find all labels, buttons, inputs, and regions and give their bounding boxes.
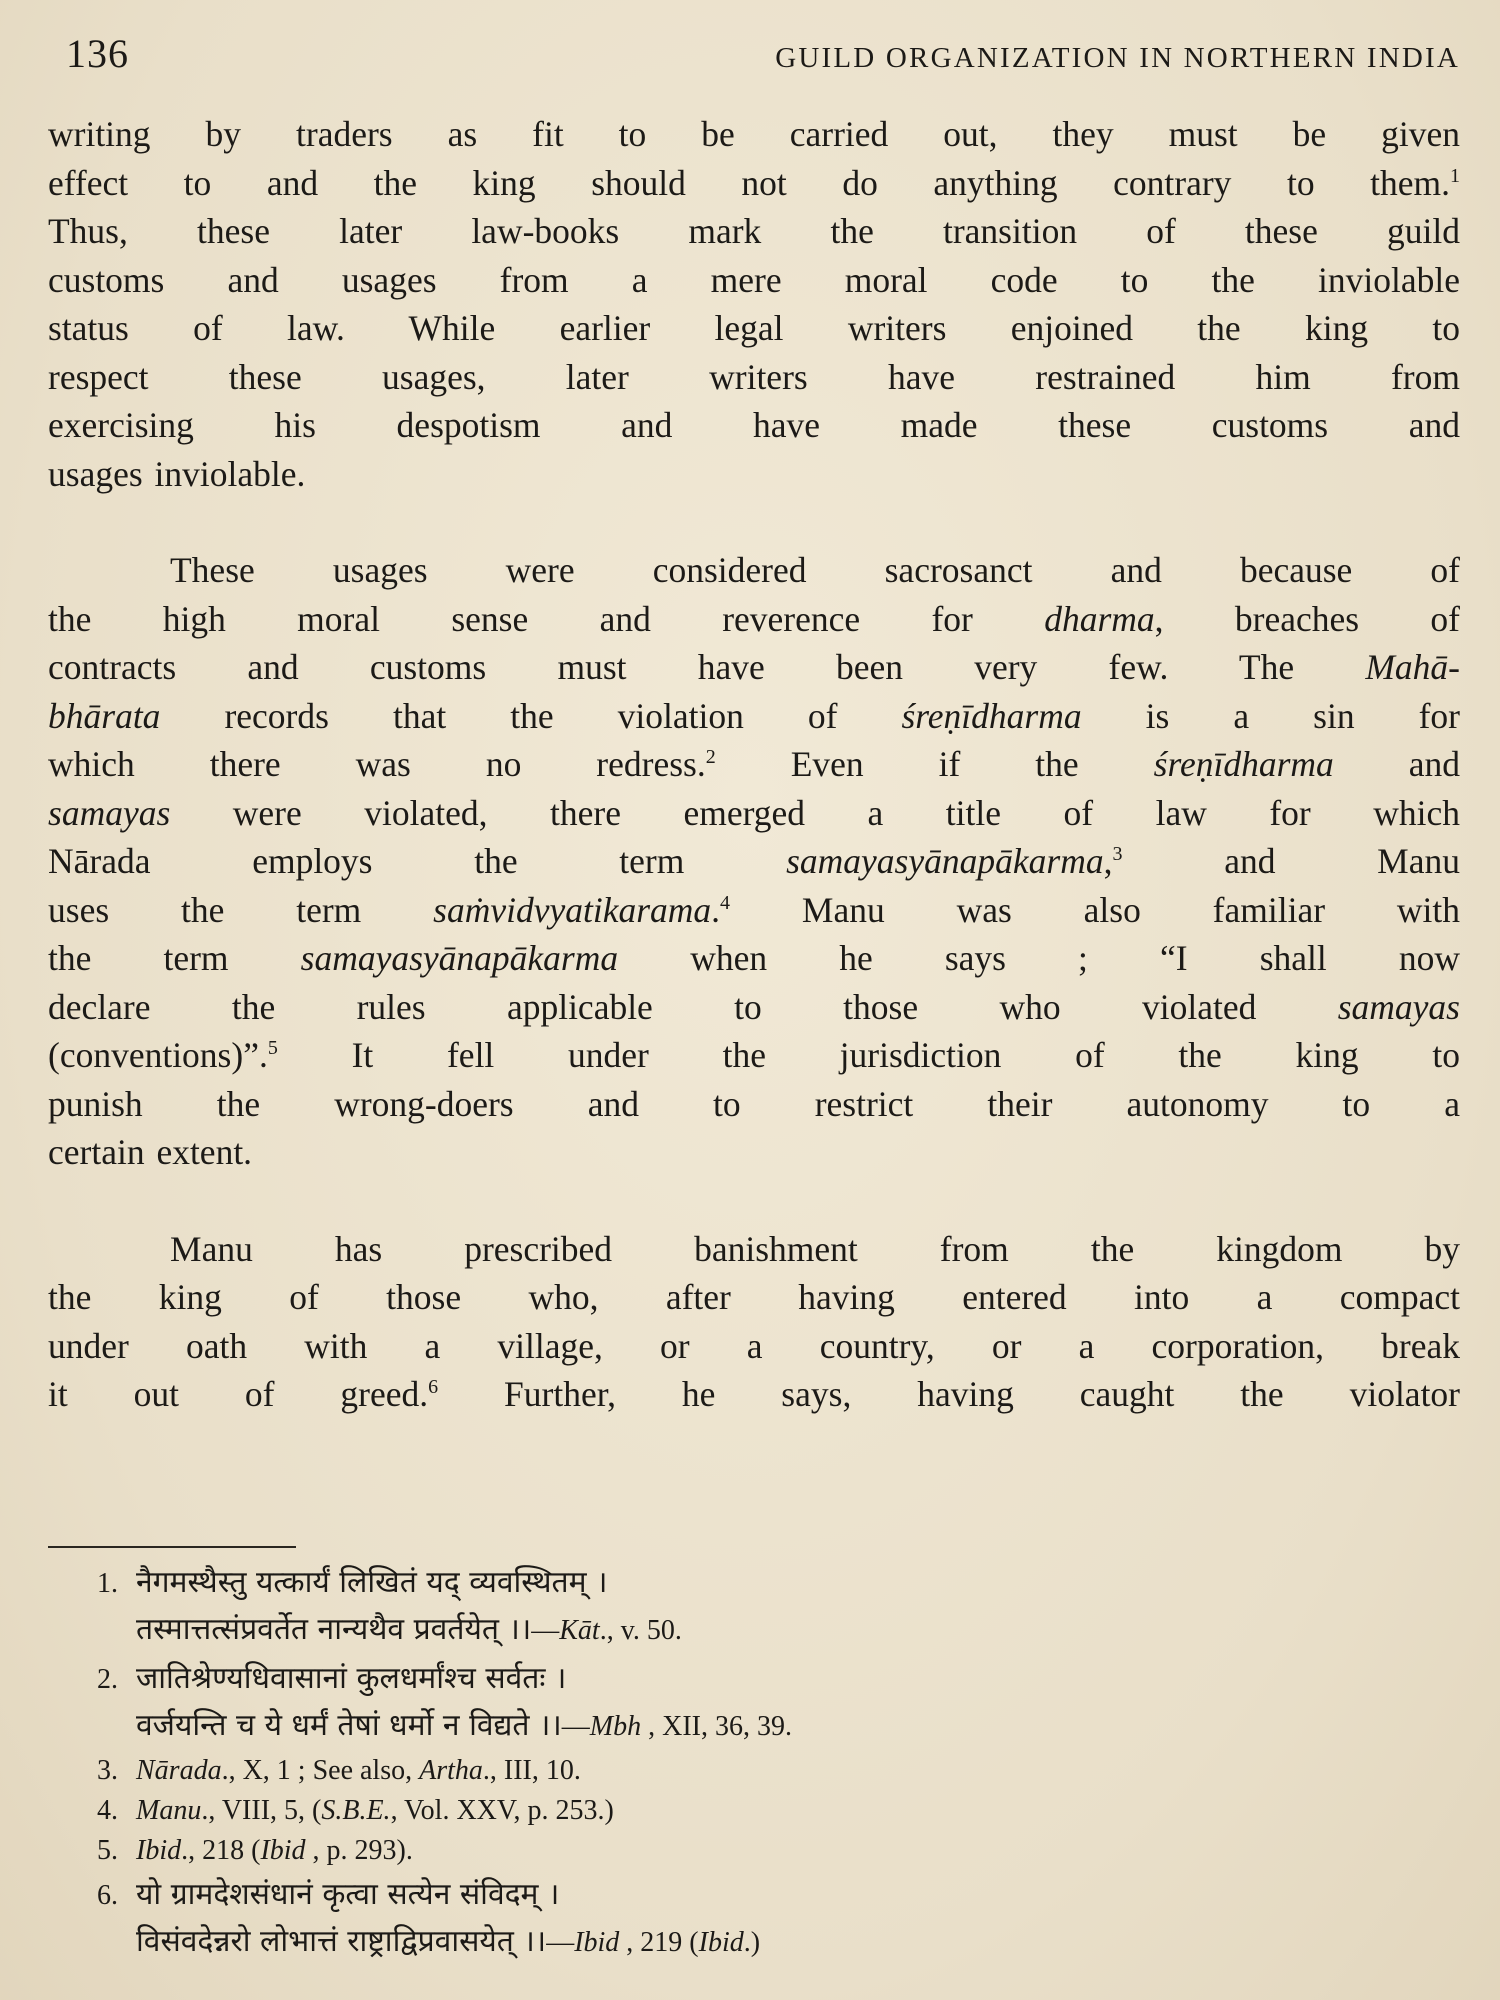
- text-line: [48, 789, 1460, 838]
- footnote-body: [136, 1656, 1460, 1750]
- text-run: It fell under the jurisdiction of the king to: [277, 1035, 1460, 1075]
- text-run: Further, he says, having caught the violator: [438, 1374, 1460, 1414]
- text-run: when he says ; “I shall now: [618, 938, 1460, 978]
- footnote-line: [136, 1752, 1460, 1790]
- text-line: [48, 450, 1460, 499]
- sanskrit-verse: यो ग्रामदेशसंधानं कृत्वा सत्येन संविदम् ।: [136, 1877, 560, 1912]
- footnote: [48, 1792, 1460, 1830]
- text-run: These usages were considered sacrosanct and because of: [170, 550, 1460, 590]
- italic-term: Mbh: [589, 1711, 642, 1742]
- footnote-line: [136, 1656, 1460, 1703]
- footnote-ref: 6: [428, 1376, 439, 1399]
- italic-term: dharma: [1044, 598, 1155, 639]
- sanskrit-verse: नैगमस्थैस्तु यत्कार्यं लिखितं यद् व्यवस्थितम् ।: [136, 1565, 608, 1600]
- italic-term: samayas: [48, 792, 171, 833]
- text-line: [48, 546, 1460, 595]
- footnote: [48, 1560, 1460, 1654]
- italic-term: Nārada: [136, 1755, 222, 1786]
- text-run: ., 218 (: [181, 1835, 261, 1866]
- text-run: the king of those who, after having entered into a compact: [48, 1277, 1460, 1317]
- sanskrit-verse: जातिश्रेण्यधिवासानां कुलधर्मांश्च सर्वतः ।: [136, 1661, 567, 1696]
- text-run: Manu has prescribed banishment from the kingdom by: [170, 1228, 1460, 1269]
- text-run: —: [546, 1927, 575, 1958]
- running-head: [48, 30, 1460, 90]
- footnote-line: [136, 1832, 1460, 1870]
- italic-term: Ibid: [136, 1835, 182, 1866]
- footnote-body: [136, 1832, 1460, 1870]
- footnote-ref: 2: [705, 746, 716, 769]
- text-run: it out of greed.: [48, 1374, 429, 1414]
- text-run: contracts and customs must have been very few. The: [48, 647, 1366, 687]
- footnote: [48, 1752, 1460, 1790]
- text-run: , p. 293).: [305, 1835, 413, 1866]
- italic-term: samayasyānapākarma: [786, 841, 1104, 881]
- footnote-number: 2.: [97, 1664, 118, 1695]
- italic-term: Artha: [419, 1755, 483, 1786]
- text-line: [48, 1225, 1460, 1274]
- footnote-body: [136, 1752, 1460, 1790]
- text-line: [48, 256, 1460, 305]
- text-run: usages inviolable.: [48, 453, 306, 494]
- footnote-line: [136, 1919, 1460, 1966]
- text-line: [48, 401, 1460, 450]
- text-line: [48, 353, 1460, 402]
- text-run: which there was no redress.: [48, 744, 706, 784]
- text-run: ., v. 50.: [599, 1615, 682, 1646]
- text-run: the high moral sense and reverence for: [48, 598, 1045, 639]
- sanskrit-verse: तस्मात्तत्संप्रवर्तेत नान्यथैव प्रवर्तयेत् ।।: [136, 1612, 532, 1647]
- paragraph: [48, 546, 1460, 1177]
- italic-term: Ibid: [698, 1927, 744, 1958]
- sanskrit-verse: वर्जयन्ति च ये धर्मं तेषां धर्मो न विद्यते ।।: [136, 1708, 562, 1743]
- text-run: punish the wrong-doers and to restrict their autonomy to a: [48, 1083, 1460, 1124]
- text-run: .: [711, 889, 721, 930]
- text-run: effect to and the king should not do anything contrary to them.: [48, 162, 1450, 203]
- text-run: ., VIII, 5, (: [201, 1795, 322, 1826]
- text-line: [48, 692, 1460, 741]
- footnote-number: 5.: [97, 1835, 118, 1866]
- footnote-ref: 5: [267, 1037, 278, 1060]
- text-run: , XII, 36, 39.: [641, 1711, 792, 1742]
- text-run: Manu was also familiar with: [730, 889, 1461, 930]
- text-line: [48, 740, 1460, 789]
- text-run: Thus, these later law-books mark the transition of these guild: [48, 211, 1460, 251]
- text-run: Nārada employs the term: [48, 841, 787, 881]
- book-page: [48, 30, 1460, 1980]
- text-run: under oath with a village, or a country, or a corporation, break: [48, 1325, 1460, 1366]
- footnote-number: 4.: [97, 1795, 118, 1826]
- footnote: [48, 1832, 1460, 1870]
- footnote-line: [136, 1703, 1460, 1750]
- text-line: [48, 304, 1460, 353]
- text-run: (conventions)”.: [48, 1035, 268, 1075]
- italic-term: Ibid: [260, 1835, 306, 1866]
- text-run: , breaches of: [1154, 598, 1460, 639]
- text-line: [48, 837, 1460, 886]
- text-line: [48, 595, 1460, 644]
- italic-term: Ibid: [574, 1927, 620, 1958]
- footnote: [48, 1872, 1460, 1966]
- footnote-line: [136, 1792, 1460, 1830]
- text-run: customs and usages from a mere moral code to the inviolable: [48, 259, 1460, 300]
- footnote-number: 6.: [97, 1880, 118, 1911]
- text-run: , 219 (: [619, 1927, 699, 1958]
- body-text: [48, 110, 1460, 1419]
- italic-term: samayasyānapākarma: [300, 938, 619, 978]
- text-run: the term: [48, 938, 301, 978]
- footnote-body: [136, 1872, 1460, 1966]
- text-run: Even if the: [715, 744, 1154, 784]
- text-run: records that the violation of: [160, 695, 902, 736]
- text-line: [48, 886, 1460, 935]
- text-run: respect these usages, later writers have restrained him from: [48, 356, 1460, 397]
- italic-term: samayas: [1337, 986, 1460, 1027]
- footnote-line: [136, 1872, 1460, 1919]
- text-run: ,: [1103, 841, 1113, 881]
- text-run: —: [531, 1615, 560, 1646]
- text-run: declare the rules applicable to those who violated: [48, 986, 1338, 1027]
- text-line: [48, 934, 1460, 983]
- footnotes: [48, 1560, 1460, 1966]
- footnote-ref: 1: [1450, 164, 1460, 187]
- footnote-rule: [48, 1546, 296, 1548]
- text-line: [48, 1370, 1460, 1419]
- text-run: , Vol. XXV, p. 253.): [390, 1795, 614, 1826]
- text-line: [48, 1322, 1460, 1371]
- footnote-body: [136, 1560, 1460, 1654]
- running-head-title: GUILD ORGANIZATION IN NORTHERN INDIA: [775, 42, 1460, 74]
- text-line: [48, 1128, 1460, 1177]
- text-run: writing by traders as fit to be carried out, they must be given: [48, 114, 1460, 154]
- italic-term: śreṇīdharma: [901, 695, 1082, 736]
- text-run: were violated, there emerged a title of law for which: [170, 792, 1460, 833]
- text-line: [48, 1080, 1460, 1129]
- italic-term: Kāt: [559, 1615, 600, 1646]
- italic-term: Manu: [136, 1795, 202, 1826]
- text-run: certain extent.: [48, 1132, 253, 1172]
- text-run: .): [743, 1927, 761, 1958]
- footnote-line: [136, 1607, 1460, 1654]
- footnote-ref: 4: [720, 891, 731, 914]
- text-line: [48, 643, 1460, 692]
- text-line: [48, 110, 1460, 159]
- footnote-body: [136, 1792, 1460, 1830]
- text-line: [48, 1031, 1460, 1080]
- text-run: and Manu: [1122, 841, 1460, 881]
- italic-term: saṁvidvyatikarama: [433, 889, 712, 930]
- italic-term: śreṇīdharma: [1153, 744, 1334, 784]
- footnote-ref: 3: [1112, 843, 1123, 866]
- paragraph: [48, 1225, 1460, 1419]
- text-line: [48, 159, 1460, 208]
- footnote-line: [136, 1560, 1460, 1607]
- text-run: ., III, 10.: [482, 1755, 581, 1786]
- text-line: [48, 1273, 1460, 1322]
- italic-term: bhārata: [48, 695, 161, 736]
- italic-term: S.B.E.: [321, 1795, 391, 1826]
- text-run: —: [561, 1711, 590, 1742]
- text-run: status of law. While earlier legal writers enjoined the king to: [48, 308, 1460, 348]
- footnote-number: 3.: [97, 1755, 118, 1786]
- text-run: and: [1333, 744, 1461, 784]
- text-run: uses the term: [48, 889, 434, 930]
- sanskrit-verse: विसंवदेन्नरो लोभात्तं राष्ट्राद्विप्रवासयेत् ।।: [136, 1924, 547, 1959]
- text-run: is a sin for: [1081, 695, 1461, 736]
- footnote: [48, 1656, 1460, 1750]
- footnote-number: 1.: [97, 1568, 118, 1599]
- text-line: [48, 207, 1460, 256]
- italic-term: Mahā-: [1365, 647, 1460, 687]
- page-number: 136: [66, 31, 129, 76]
- text-run: ., X, 1 ; See also,: [221, 1755, 420, 1786]
- text-run: exercising his despotism and have made these customs and: [48, 405, 1460, 445]
- paragraph: [48, 110, 1460, 498]
- text-line: [48, 983, 1460, 1032]
